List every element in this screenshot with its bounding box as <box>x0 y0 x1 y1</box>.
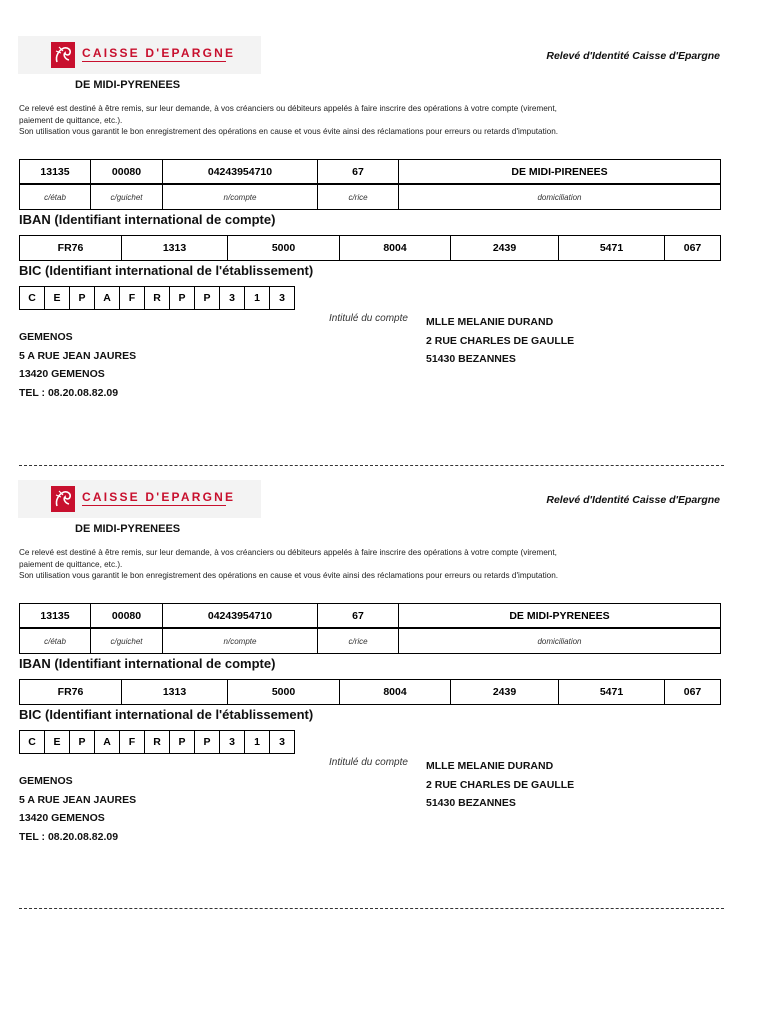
bic-char: R <box>145 731 170 754</box>
bank-details-table <box>19 603 721 654</box>
branch-address <box>19 772 136 846</box>
cut-line-divider <box>19 908 724 909</box>
bank-region: DE MIDI-PYRENEES <box>75 523 181 535</box>
bic-title: BIC (Identifiant international de l'établissement) <box>19 263 314 278</box>
iban-segment: 5000 <box>228 236 340 261</box>
bic-table <box>19 286 295 310</box>
bic-char: P <box>170 731 195 754</box>
iban-segment: 5000 <box>228 680 340 705</box>
intro-text <box>19 103 659 138</box>
holder-name: MLLE MELANIE DURAND <box>426 760 554 772</box>
iban-segment: 1313 <box>122 236 228 261</box>
bic-char: A <box>95 731 120 754</box>
holder-street: 2 RUE CHARLES DE GAULLE <box>426 334 575 347</box>
iban-title: IBAN (Identifiant international de compte) <box>19 212 276 227</box>
bic-char: 1 <box>245 287 270 310</box>
domiciliation-value: DE MIDI-PIRENEES <box>399 160 721 185</box>
iban-segment: 5471 <box>559 236 665 261</box>
bic-char: 3 <box>270 287 295 310</box>
bic-char: 3 <box>270 731 295 754</box>
document-title: Relevé d'Identité Caisse d'Epargne <box>546 50 720 62</box>
intro-text <box>19 547 659 582</box>
iban-segment: 067 <box>665 680 721 705</box>
bank-details-table <box>19 159 721 210</box>
bank-code-label: c/étab <box>20 628 91 654</box>
iban-segment: 2439 <box>451 680 559 705</box>
iban-segment: 1313 <box>122 680 228 705</box>
iban-table <box>19 679 721 705</box>
caisse-epargne-logo <box>18 480 261 518</box>
squirrel-logo-icon <box>51 42 75 68</box>
bic-char: A <box>95 287 120 310</box>
branch-phone: TEL : 08.20.08.82.09 <box>19 830 119 843</box>
logo-underline <box>82 505 226 506</box>
bank-code-value: 13135 <box>20 604 91 629</box>
bank-code-value: 13135 <box>20 160 91 185</box>
branch-code-value: 00080 <box>91 604 163 629</box>
branch-street: 5 A RUE JEAN JAURES <box>19 793 137 806</box>
iban-segment: 2439 <box>451 236 559 261</box>
domiciliation-value: DE MIDI-PYRENEES <box>399 604 721 629</box>
rib-sheet-1 <box>0 0 768 444</box>
iban-segment: 8004 <box>340 680 451 705</box>
logo-underline <box>82 61 226 62</box>
logo-wordmark: CAISSE D'EPARGNE <box>82 490 236 504</box>
branch-address <box>19 328 136 402</box>
branch-name: GEMENOS <box>19 331 73 343</box>
iban-title: IBAN (Identifiant international de compte) <box>19 656 276 671</box>
branch-code-value: 00080 <box>91 160 163 185</box>
bic-char: P <box>70 731 95 754</box>
account-holder <box>426 757 574 813</box>
rib-key-label: c/rice <box>318 628 399 654</box>
bic-char: P <box>195 731 220 754</box>
rib-sheet-2 <box>0 444 768 888</box>
intro-line: Ce relevé est destiné à être remis, sur leur demande, à vos créanciers ou débiteurs appelés à faire inscrire des opérations à votre compte (virement, <box>19 548 557 557</box>
bic-char: F <box>120 731 145 754</box>
bic-table <box>19 730 295 754</box>
account-number-label: n/compte <box>163 184 318 210</box>
branch-code-label: c/guichet <box>91 628 163 654</box>
bic-char: R <box>145 287 170 310</box>
intro-line: Son utilisation vous garantit le bon enregistrement des opérations en cause et vous évite ainsi des réclamations pour erreurs ou retards d'imputation. <box>19 127 559 136</box>
intro-line: paiement de quittance, etc.). <box>19 559 123 569</box>
document-title: Relevé d'Identité Caisse d'Epargne <box>546 494 720 506</box>
account-number-label: n/compte <box>163 628 318 654</box>
bic-title: BIC (Identifiant international de l'établissement) <box>19 707 314 722</box>
account-holder-label: Intitulé du compte <box>329 313 408 324</box>
rib-key-value: 67 <box>318 160 399 185</box>
bank-code-label: c/étab <box>20 184 91 210</box>
holder-street: 2 RUE CHARLES DE GAULLE <box>426 778 575 791</box>
bic-char: E <box>45 731 70 754</box>
bic-char: 3 <box>220 731 245 754</box>
iban-segment: 067 <box>665 236 721 261</box>
branch-code-label: c/guichet <box>91 184 163 210</box>
branch-city: 13420 GEMENOS <box>19 368 105 380</box>
account-holder <box>426 313 574 369</box>
bic-char: P <box>170 287 195 310</box>
bic-char: P <box>195 287 220 310</box>
iban-segment: FR76 <box>20 680 122 705</box>
bic-char: P <box>70 287 95 310</box>
rib-key-value: 67 <box>318 604 399 629</box>
iban-table <box>19 235 721 261</box>
iban-segment: 8004 <box>340 236 451 261</box>
bic-char: C <box>20 731 45 754</box>
branch-street: 5 A RUE JEAN JAURES <box>19 349 137 362</box>
iban-segment: 5471 <box>559 680 665 705</box>
domiciliation-label: domiciliation <box>399 184 721 210</box>
bic-char: E <box>45 287 70 310</box>
bic-char: 3 <box>220 287 245 310</box>
domiciliation-label: domiciliation <box>399 628 721 654</box>
bic-char: C <box>20 287 45 310</box>
branch-city: 13420 GEMENOS <box>19 812 105 824</box>
holder-name: MLLE MELANIE DURAND <box>426 316 554 328</box>
branch-phone: TEL : 08.20.08.82.09 <box>19 386 119 399</box>
holder-city: 51430 BEZANNES <box>426 353 516 365</box>
account-number-value: 04243954710 <box>163 604 318 629</box>
intro-line: Ce relevé est destiné à être remis, sur leur demande, à vos créanciers ou débiteurs appelés à faire inscrire des opérations à votre compte (virement, <box>19 104 557 113</box>
intro-line: Son utilisation vous garantit le bon enregistrement des opérations en cause et vous évite ainsi des réclamations pour erreurs ou retards d'imputation. <box>19 571 559 580</box>
account-number-value: 04243954710 <box>163 160 318 185</box>
bank-region: DE MIDI-PYRENEES <box>75 79 181 91</box>
rib-key-label: c/rice <box>318 184 399 210</box>
bic-char: F <box>120 287 145 310</box>
intro-line: paiement de quittance, etc.). <box>19 115 123 125</box>
holder-city: 51430 BEZANNES <box>426 797 516 809</box>
branch-name: GEMENOS <box>19 775 73 787</box>
logo-wordmark: CAISSE D'EPARGNE <box>82 46 236 60</box>
iban-segment: FR76 <box>20 236 122 261</box>
squirrel-logo-icon <box>51 486 75 512</box>
bic-char: 1 <box>245 731 270 754</box>
caisse-epargne-logo <box>18 36 261 74</box>
account-holder-label: Intitulé du compte <box>329 757 408 768</box>
